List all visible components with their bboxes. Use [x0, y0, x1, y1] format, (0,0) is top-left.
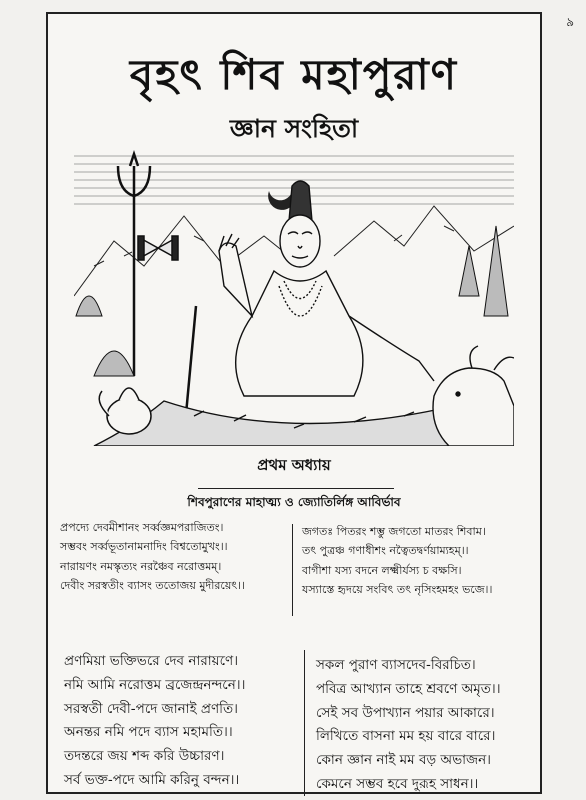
sanskrit-line: জগতঃ পিতরং শম্ভু জগতো মাতরং শিবাম। [302, 525, 486, 538]
book-title: বৃহৎ শিব মহাপুরাণ [129, 50, 459, 99]
page-border [46, 12, 542, 794]
sanskrit-right-column [302, 522, 492, 600]
poem-line: কোন জ্ঞান নাই মম বড় অভাজন। [316, 752, 492, 769]
shiva-illustration [74, 146, 514, 446]
poem-line: তদন্তরে জয় শব্দ করি উচ্চারণ। [64, 748, 225, 765]
poem-line: সরস্বতী দেবী-পদে জানাই প্রণতি। [64, 700, 238, 717]
poem-divider [304, 650, 305, 796]
sanskrit-line: তৎ পুত্রঞ্চ গণাধীশং নত্বৈতদ্বর্ণয়াম্যহম্।। [302, 544, 469, 558]
poem-line: অনন্তর নমি পদে ব্যাস মহামতি।। [64, 724, 233, 741]
poem-left-column [64, 650, 245, 793]
poem-right-column [316, 654, 501, 797]
page-number: ৯ [566, 15, 574, 29]
poem-line: কেমনে সম্ভব হবে দুরূহ সাধন।। [316, 775, 479, 792]
poem-line: প্রণমিয়া ভক্তিভরে দেব নারায়ণে। [64, 653, 239, 669]
nandi-bull [433, 346, 514, 446]
poem-line: সকল পুরাণ ব্যাসদেব-বিরচিত। [316, 657, 476, 673]
poem-line: সর্ব ভক্ত-পদে আমি করিনু বন্দন।। [64, 771, 240, 788]
sanskrit-line: যস্যাস্তে হৃদয়ে সংবিৎ তৎ নৃসিংহমহং ভজে।। [302, 583, 493, 597]
chapter-rule [198, 488, 394, 489]
sanskrit-line: প্রপদ্যে দেবমীশানং সর্ব্বজ্ঞমপরাজিতং। [60, 521, 224, 534]
book-subtitle: জ্ঞান সংহিতা [229, 114, 359, 143]
sanskrit-line: বাগীশা যস্য বদনে লক্ষ্মীর্যস্য চ বক্ষসি। [302, 563, 462, 577]
poem-line: সেই সব উপাখ্যান পয়ার আকারে। [316, 704, 495, 721]
sanskrit-left-column [60, 518, 245, 596]
sanskrit-divider [292, 524, 293, 616]
sanskrit-line: দেবীং সরস্বতীং ব্যাসং ততোজয় মুদীরয়েৎ।। [60, 579, 246, 593]
poem-line: নমি আমি নরোত্তম ব্রজেন্দ্রনন্দনে।। [64, 676, 246, 693]
damaru-icon [138, 236, 178, 260]
sanskrit-line: নারায়ণং নমস্কৃত্যং নরঞ্চৈব নরোত্তমম্। [60, 559, 222, 573]
chapter-subtitle: শিবপুরাণের মাহাত্ম্য ও জ্যোতির্লিঙ্গ আবির্ভাব [187, 495, 401, 509]
chapter-heading: প্রথম অধ্যায় [257, 456, 331, 474]
kamandalu-icon [99, 388, 151, 434]
poem-line: পবিত্র আখ্যান তাহে শ্রবণে অমৃত।। [316, 680, 501, 697]
poem-line: লিখিতে বাসনা মম হয় বারে বারে। [316, 728, 496, 745]
sanskrit-line: সম্ভবং সর্ব্বভূতানামনাদিং বিশ্বতোমুখং।। [60, 540, 228, 554]
